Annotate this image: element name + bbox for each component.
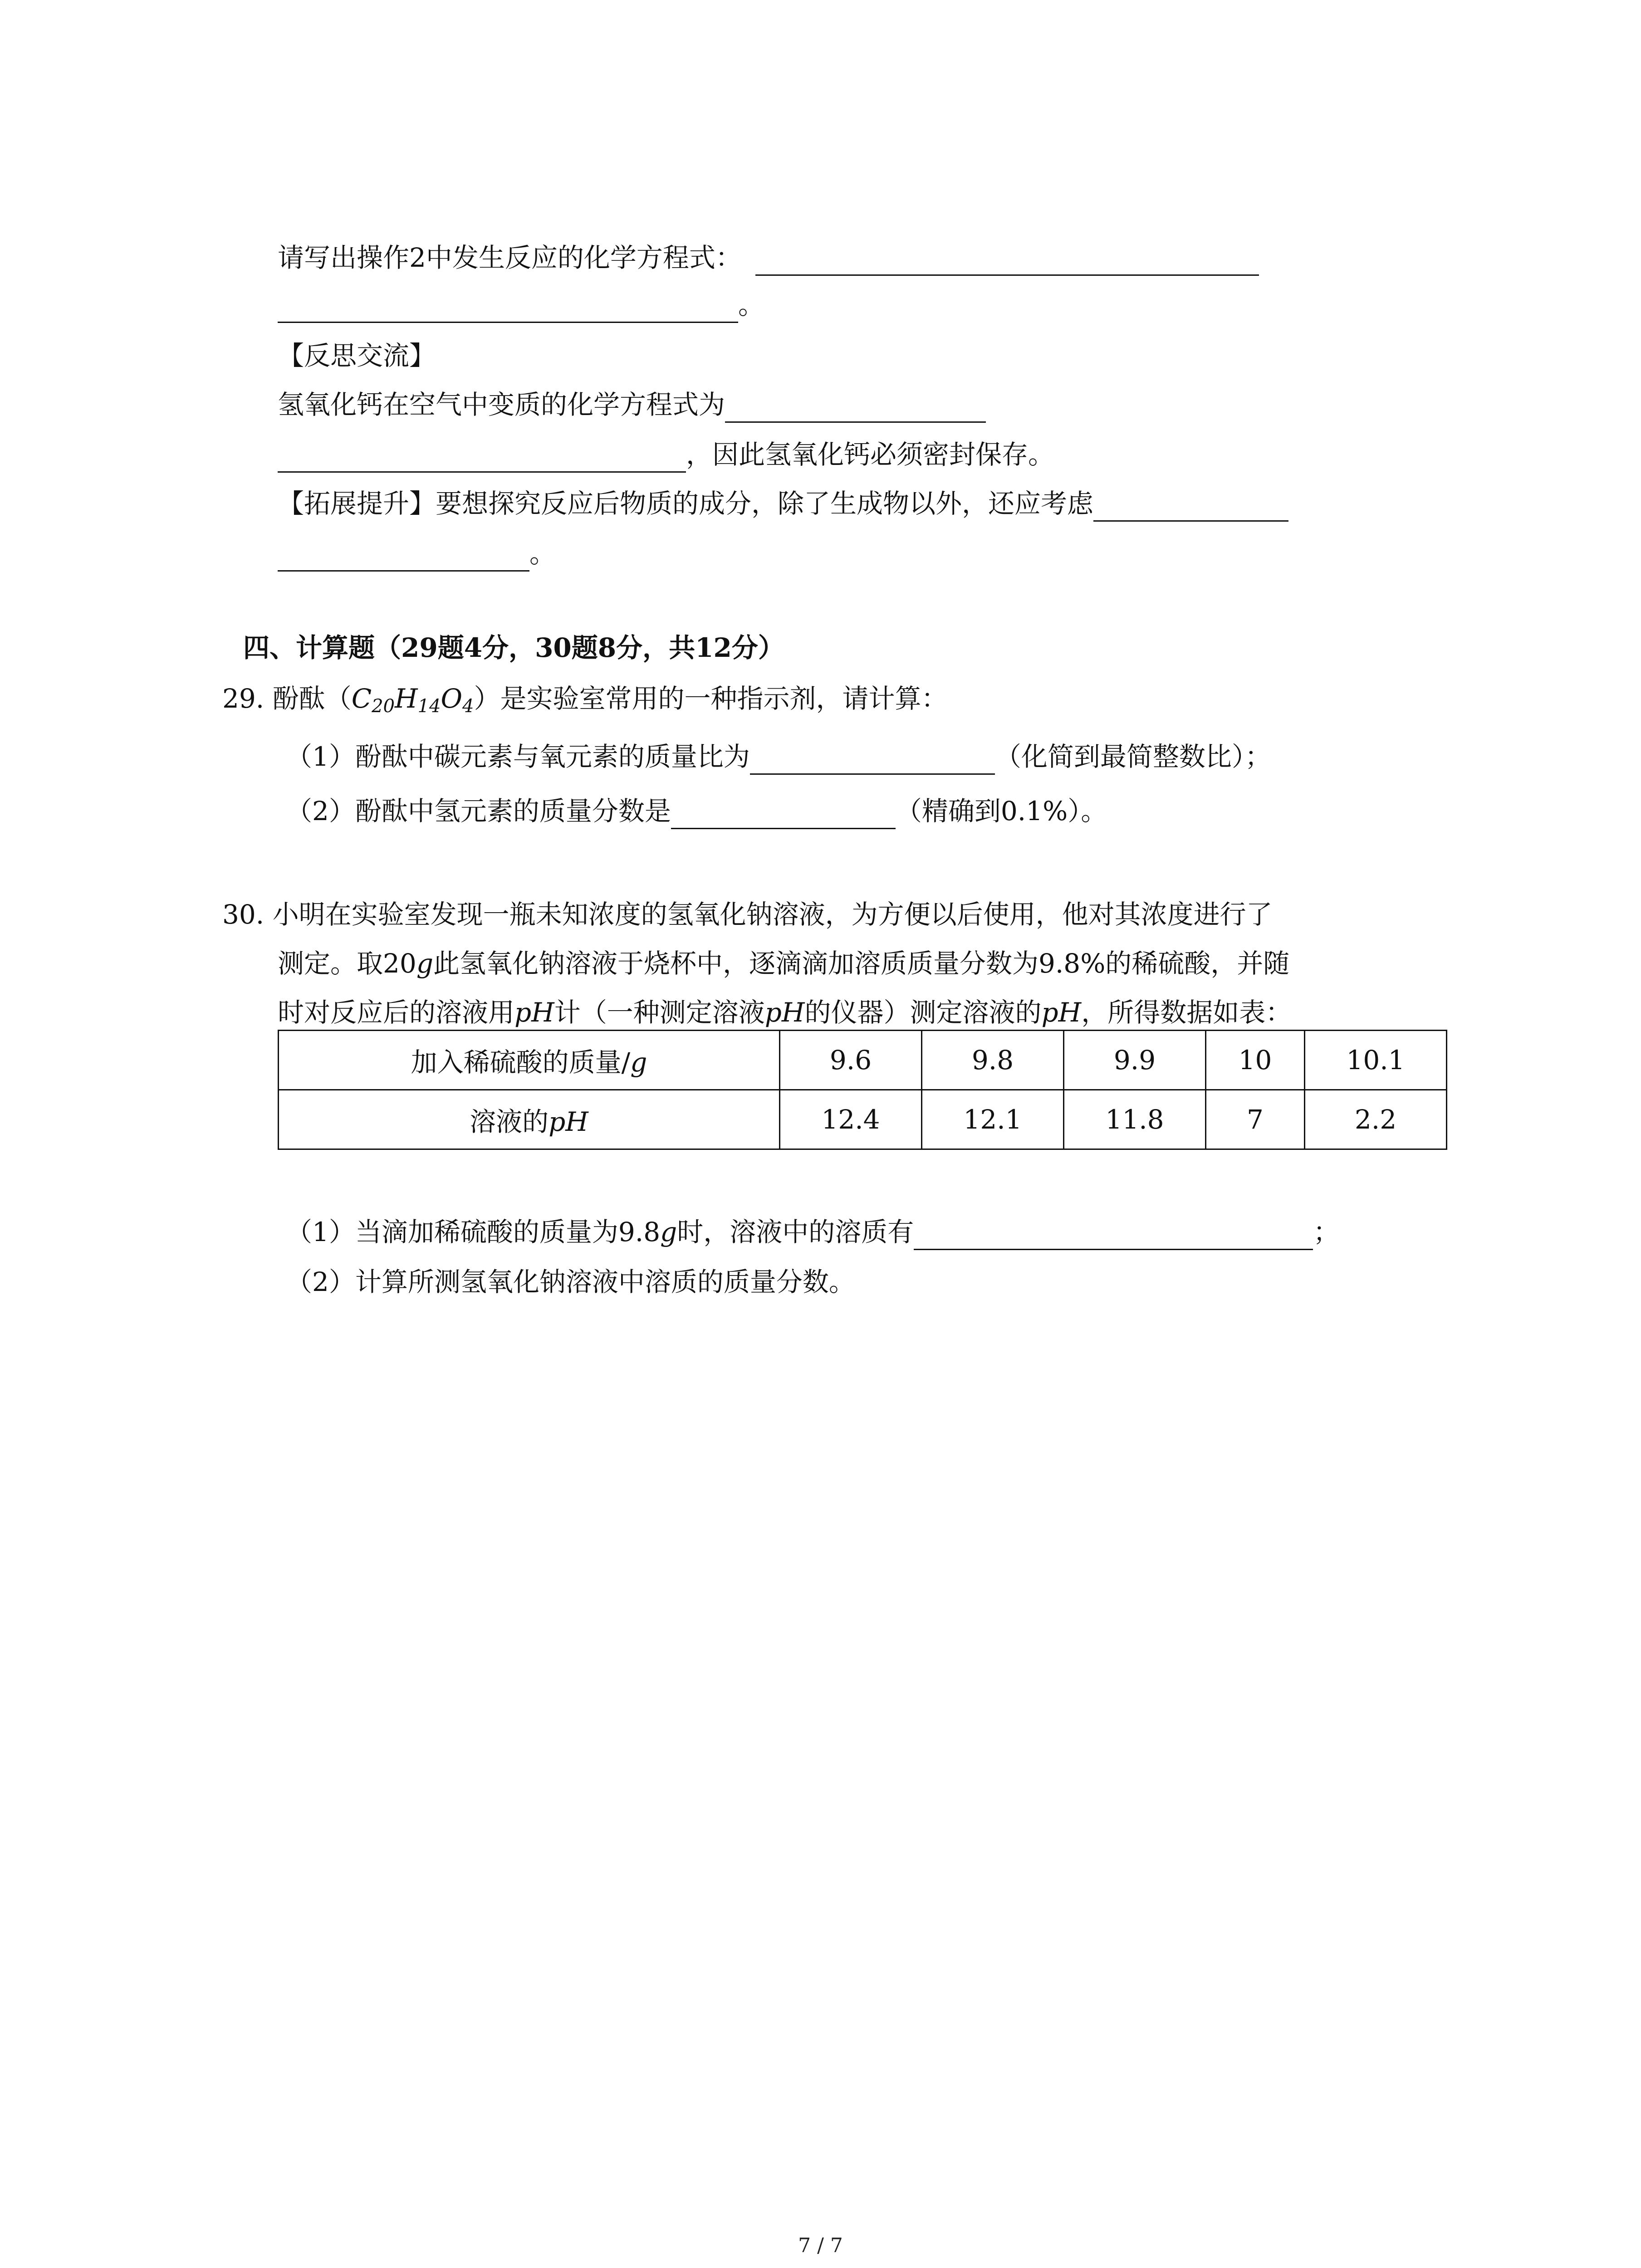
q30-line3: 时对反应后的溶液用pH计（一种测定溶液pH的仪器）测定溶液的pH，所得数据如表： xyxy=(278,997,1292,1028)
table-cell: 9.8 xyxy=(922,1031,1064,1090)
answer-blank[interactable] xyxy=(278,542,529,572)
phenolphthalein-formula: $C_{20}H_{14}O_4$ xyxy=(351,683,474,717)
q30-sub2: （2）计算所测氢氧化钠溶液中溶质的质量分数。 xyxy=(286,1266,855,1297)
table-row xyxy=(279,1090,1447,1149)
q29-stem: 29. 酚酞$(C_{20}H_{14}O_4)$是实验室常用的一种指示剂，请计算： xyxy=(222,683,948,717)
equation-prompt-line: 请写出操作2中发生反应的化学方程式： xyxy=(278,240,1259,276)
q30-line1: 30. 小明在实验室发现一瓶未知浓度的氢氧化钠溶液，为方便以后使用，他对其浓度进行了 xyxy=(222,899,1273,930)
q30-sub1: （1）当滴加稀硫酸的质量为9.8g时，溶液中的溶质有 ； xyxy=(286,1214,1339,1250)
q30-line2: 测定。取20g此氢氧化钠溶液于烧杯中，逐滴滴加溶质质量分数为9.8%的稀硫酸，并随 xyxy=(278,948,1290,979)
deterioration-line: 氢氧化钙在空气中变质的化学方程式为 xyxy=(278,386,986,423)
reflection-heading: 【反思交流】 xyxy=(278,340,436,371)
table-cell: 9.6 xyxy=(780,1031,922,1090)
page-number: 7 / 7 xyxy=(798,2234,843,2257)
table-cell: 2.2 xyxy=(1305,1090,1447,1149)
q29-sub1: （1）酚酞中碳元素与氧元素的质量比为 （化简到最简整数比）； xyxy=(286,738,1271,775)
answer-blank[interactable] xyxy=(1093,492,1288,522)
extension-blank-line: 。 xyxy=(278,535,556,572)
q29-sub2: （2）酚酞中氢元素的质量分数是 （精确到0.1%）。 xyxy=(286,793,1107,829)
answer-blank[interactable] xyxy=(278,293,738,323)
table-cell: 12.1 xyxy=(922,1090,1064,1149)
answer-blank[interactable] xyxy=(914,1221,1313,1250)
table-cell: 9.9 xyxy=(1064,1031,1206,1090)
table-cell: 12.4 xyxy=(780,1090,922,1149)
table-row xyxy=(279,1031,1447,1090)
table-cell: 7 xyxy=(1206,1090,1305,1149)
table-row-label: 加入稀硫酸的质量/g xyxy=(279,1031,780,1090)
answer-blank[interactable] xyxy=(755,246,1259,276)
titration-data-table xyxy=(278,1030,1447,1150)
table-cell: 10 xyxy=(1206,1031,1305,1090)
table-cell: 10.1 xyxy=(1305,1031,1447,1090)
answer-blank[interactable] xyxy=(750,745,995,775)
answer-blank[interactable] xyxy=(671,800,896,829)
table-row-label: 溶液的pH xyxy=(279,1090,780,1149)
seal-storage-line: ，因此氢氧化钙必须密封保存。 xyxy=(278,436,1054,473)
answer-blank[interactable] xyxy=(278,443,686,473)
section-heading: 四、计算题（29题4分，30题8分，共12分） xyxy=(243,632,784,663)
equation-blank-line: 。 xyxy=(278,287,764,323)
table-cell: 11.8 xyxy=(1064,1090,1206,1149)
answer-blank[interactable] xyxy=(725,393,986,423)
extension-line: 【拓展提升】要想探究反应后物质的成分，除了生成物以外，还应考虑 xyxy=(278,485,1288,522)
